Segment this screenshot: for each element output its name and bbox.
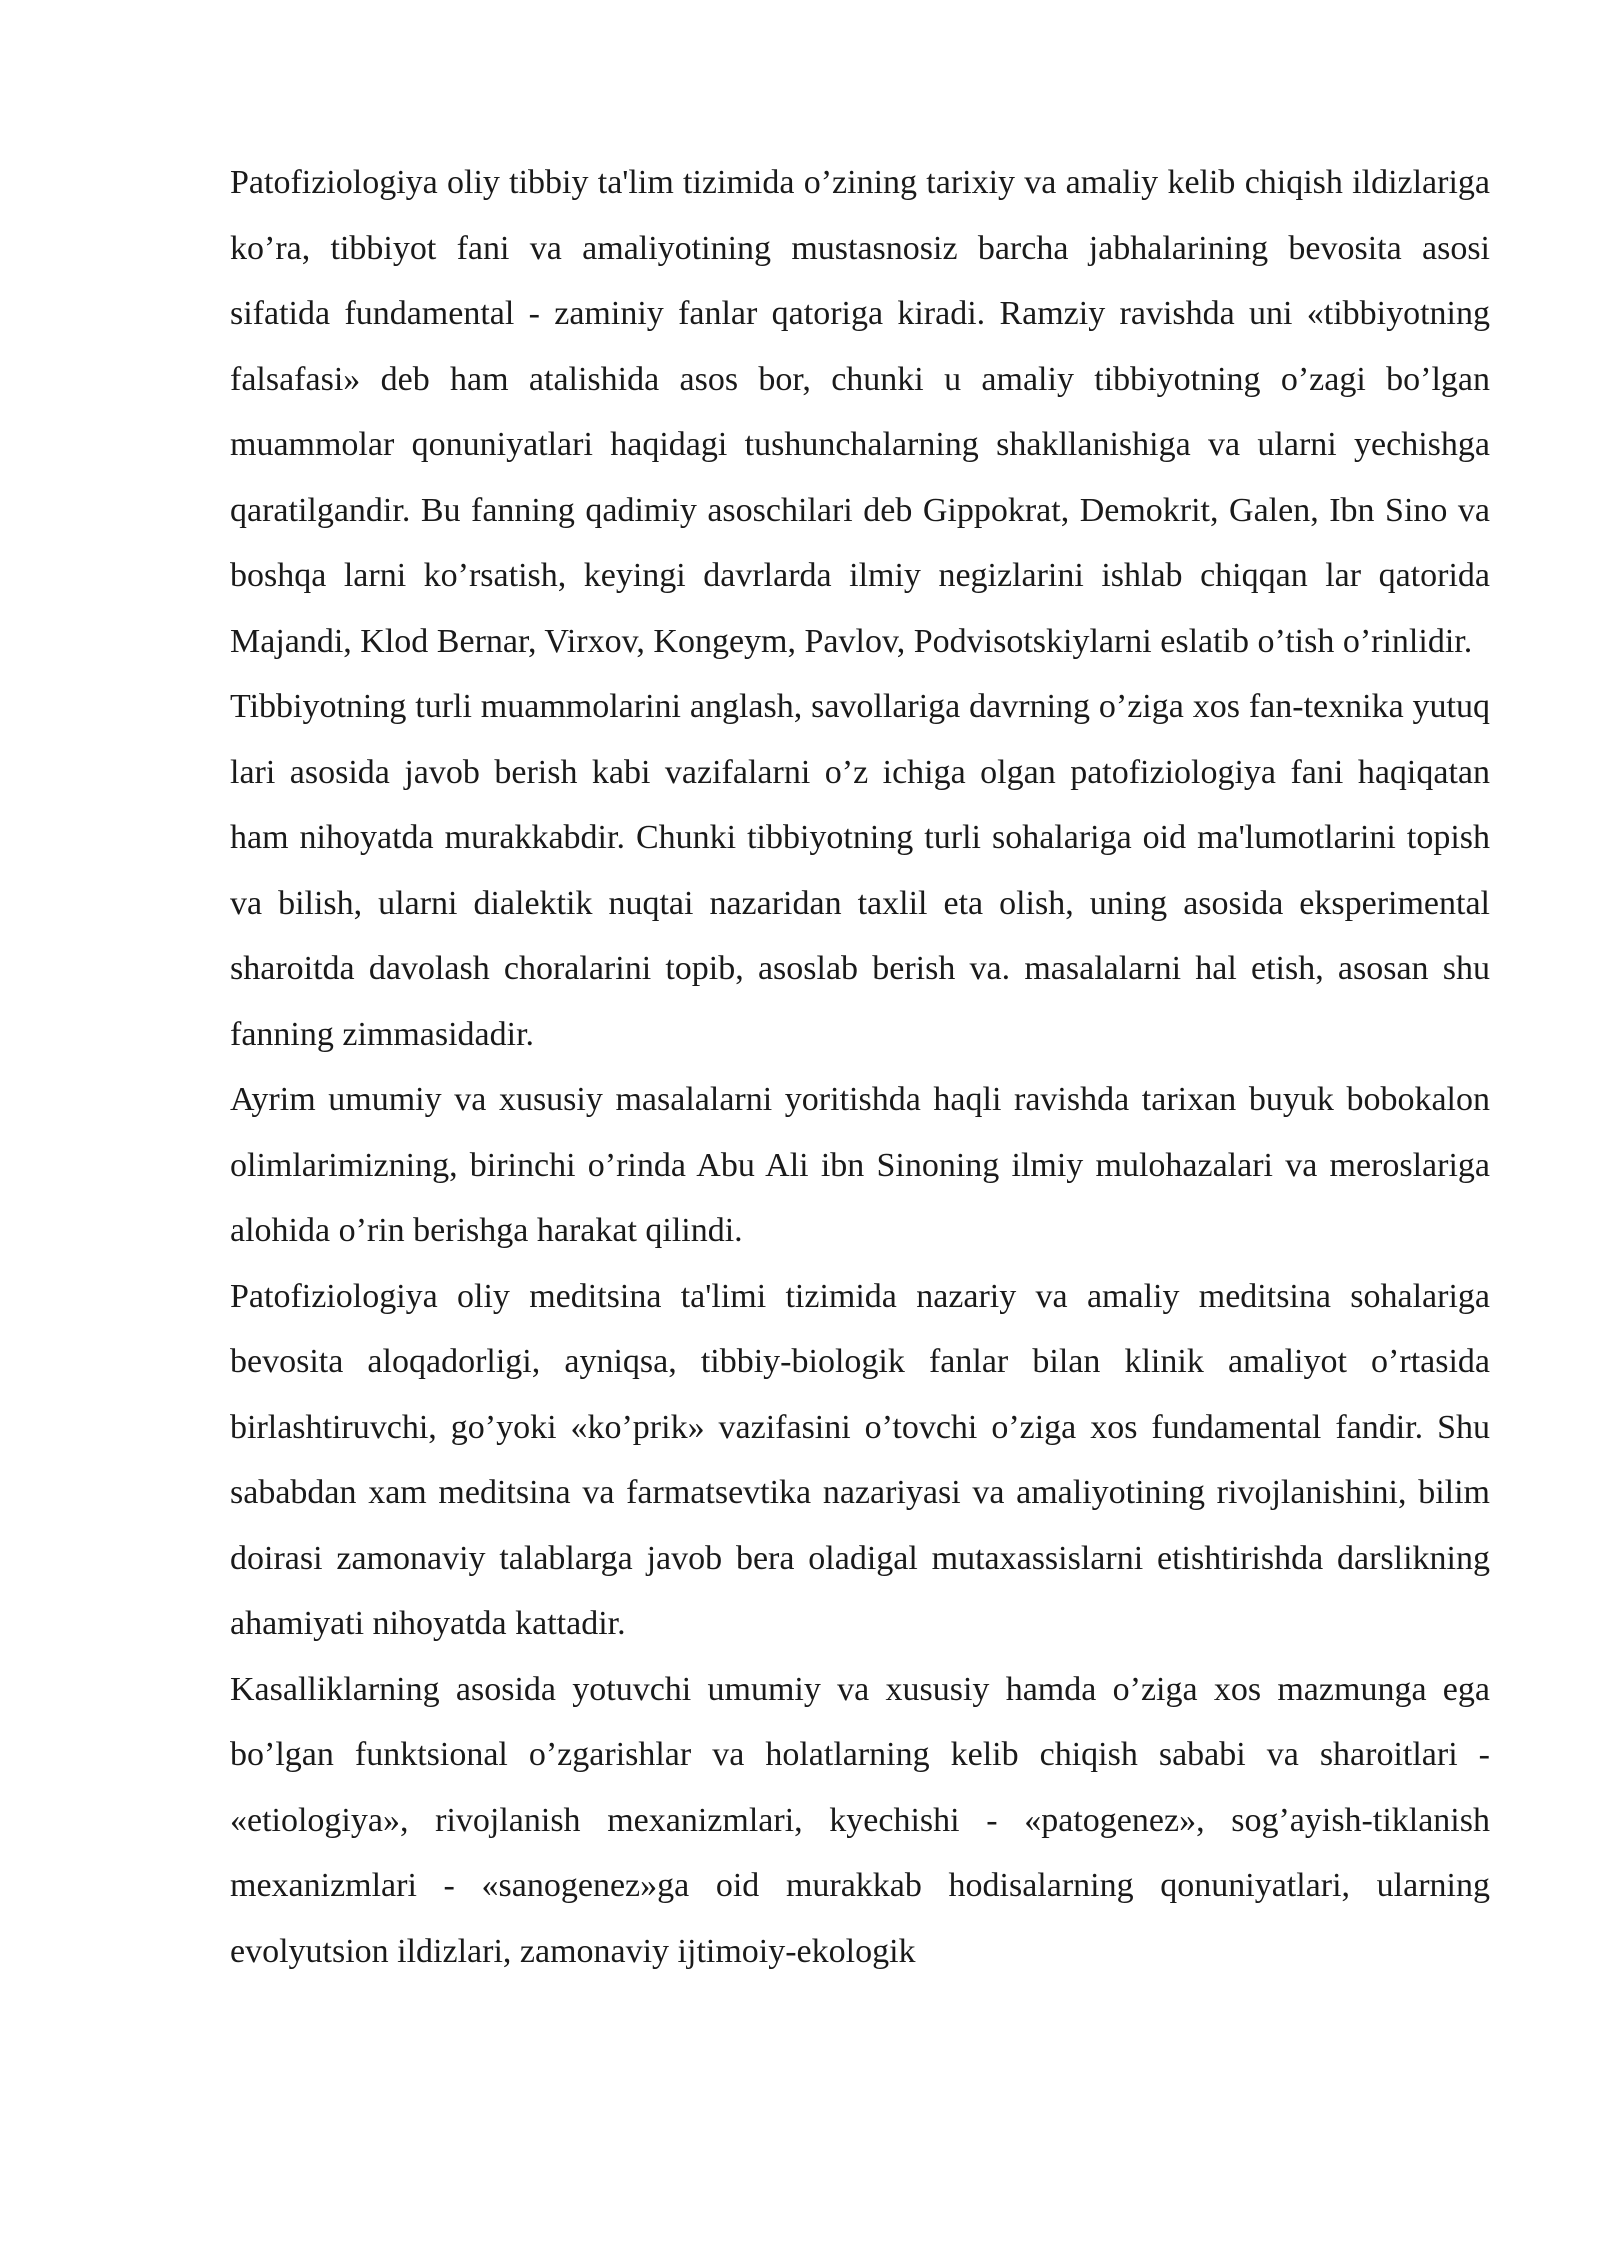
paragraph-5: Kasalliklarning asosida yotuvchi umumiy va xususiy hamda o’ziga xos mazmunga ega bo’lgan funktsional o’zgarishlar va holatlarning kelib chiqish sababi va sharoitlari - «etiologiya», rivojlanish mexanizmlari, kyechishi - «patogenez», sog’ayish-tiklanish mexanizmlari - «sanogenez»ga oid murakkab hodisalarning qonuniyatlari, ularning evolyutsion ildizlari, zamonaviy ijtimoiy-ekologik <box>230 1670 1490 1970</box>
paragraph-2: Tibbiyotning turli muammolarini anglash, savollariga davrning o’ziga xos fan-texnika yutuq lari asosida javob berish kabi vazifalarni o’z ichiga olgan patofiziologiya fani haqiqatan ham nihoyatda murakkabdir. Chunki tibbiyotning turli sohalariga oid ma'lumotlarini topish va bilish, ularni dialektik nuqtai nazaridan taxlil eta olish, uning asosida eksperimental sharoitda davolash choralarini topib, asoslab berish va. masalalarni hal etish, asosan shu fanning zimmasidadir. <box>230 688 1490 1053</box>
document-body <box>230 150 1490 1984</box>
paragraph-1: Patofiziologiya oliy tibbiy ta'lim tizimida o’zining tarixiy va amaliy kelib chiqish ildizlariga ko’ra, tibbiyot fani va amaliyotining mustasnosiz barcha jabhalarining bevosita asosi sifatida fundamental - zaminiy fanlar qatoriga kiradi. Ramziy ravishda uni «tibbiyotning falsafasi» deb ham atalishida asos bor, chunki u amaliy tibbiyotning o’zagi bo’lgan muammolar qonuniyatlari haqidagi tushunchalarning shakllanishiga va ularni yechishga qaratilgandir. Bu fanning qadimiy asoschilari deb Gippokrat, Demokrit, Galen, Ibn Sino va boshqa larni ko’rsatish, keyingi davrlarda ilmiy negizlarini ishlab chiqqan lar qatorida Majandi, Klod Bernar, Virxov, Kongeym, Pavlov, Podvisotskiylarni eslatib o’tish o’rinlidir. <box>230 164 1490 660</box>
paragraph-4: Patofiziologiya oliy meditsina ta'limi tizimida nazariy va amaliy meditsina sohalariga bevosita aloqadorligi, ayniqsa, tibbiy-biologik fanlar bilan klinik amaliyot o’rtasida birlashtiruvchi, go’yoki «ko’prik» vazifasini o’tovchi o’ziga xos fundamental fandir. Shu sababdan xam meditsina va farmatsevtika nazariyasi va amaliyotining rivojlanishini, bilim doirasi zamonaviy talablarga javob bera oladigal mutaxassislarni etishtirishda darslikning ahamiyati nihoyatda kattadir. <box>230 1277 1490 1642</box>
paragraph-3: Ayrim umumiy va xususiy masalalarni yoritishda haqli ravishda tarixan buyuk bobokalon olimlarimizning, birinchi o’rinda Abu Ali ibn Sinoning ilmiy mulohazalari va meroslariga alohida o’rin berishga harakat qilindi. <box>230 1081 1490 1249</box>
